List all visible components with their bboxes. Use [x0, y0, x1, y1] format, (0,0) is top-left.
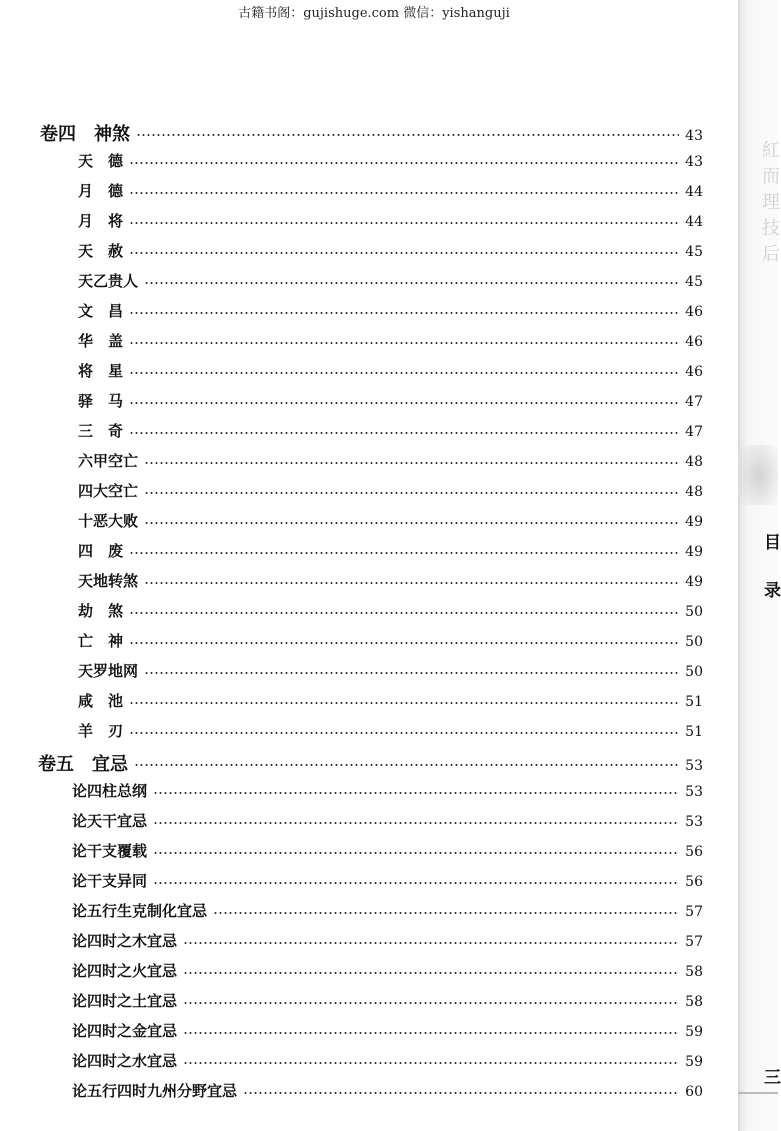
toc-entry-row — [72, 870, 703, 891]
toc-entry-label: 论四时之水宜忌 — [72, 1052, 178, 1070]
toc-entry-row — [78, 420, 703, 441]
bleed-through-char: 紅 — [762, 140, 780, 161]
dot-leader — [144, 492, 679, 494]
toc-entry-row — [78, 150, 703, 171]
toc-entry-label: 四大空亡 — [78, 482, 139, 500]
dot-leader — [129, 612, 679, 614]
toc-entry-label: 论四时之土宜忌 — [72, 992, 178, 1010]
toc-page-number: 57 — [685, 904, 703, 920]
toc-entry-label: 论干支覆载 — [72, 842, 148, 860]
toc-entry-row — [78, 450, 703, 471]
toc-entry-label: 天 德 — [78, 152, 124, 170]
toc-entry-row — [78, 480, 703, 501]
dot-leader — [129, 162, 679, 164]
dot-leader — [129, 372, 679, 374]
bleed-through-char: 技 — [762, 218, 780, 239]
toc-page-number: 44 — [685, 214, 703, 230]
dot-leader — [153, 792, 679, 794]
dot-leader — [129, 252, 679, 254]
dot-leader — [144, 522, 679, 524]
bleed-through-char: 而 — [762, 166, 780, 187]
toc-entry-row — [72, 900, 703, 921]
toc-entry-row — [78, 360, 703, 381]
toc-entry-row — [78, 180, 703, 201]
toc-entry-row — [78, 240, 703, 261]
toc-entry-label: 天 赦 — [78, 242, 124, 260]
bleed-through-char: 理 — [762, 192, 780, 213]
dot-leader — [129, 432, 679, 434]
bleed-through-char: 后 — [762, 244, 780, 265]
toc-entry-row — [78, 330, 703, 351]
toc-page-number: 49 — [685, 574, 703, 590]
toc-page-number: 56 — [685, 844, 703, 860]
toc-entry-label: 驿 马 — [78, 392, 124, 410]
toc-entry-row — [72, 960, 703, 981]
toc-volume-row — [40, 120, 703, 146]
toc-entry-label: 月 将 — [78, 212, 124, 230]
toc-entry-row — [78, 300, 703, 321]
toc-entry-row — [72, 1050, 703, 1071]
toc-entry-row — [78, 210, 703, 231]
fold-divider — [738, 1092, 778, 1094]
toc-entry-label: 亡 神 — [78, 632, 124, 650]
toc-entry-label: 四 废 — [78, 542, 124, 560]
toc-entry-row — [72, 1080, 703, 1101]
toc-entry-label: 论天干宜忌 — [72, 812, 148, 830]
toc-entry-row — [72, 840, 703, 861]
toc-page-number: 43 — [685, 128, 703, 144]
dot-leader — [129, 342, 679, 344]
toc-entry-label: 论五行四时九州分野宜忌 — [72, 1082, 238, 1100]
dot-leader — [213, 912, 679, 914]
toc-page-number: 53 — [685, 814, 703, 830]
toc-entry-row — [72, 810, 703, 831]
dot-leader — [144, 282, 679, 284]
toc-entry-row — [78, 390, 703, 411]
toc-page-number: 44 — [685, 184, 703, 200]
dot-leader — [153, 822, 679, 824]
watermark-text: 古籍书阁：gujishuge.com 微信：yishanguji — [238, 6, 510, 21]
dot-leader — [183, 942, 679, 944]
toc-page-number: 46 — [685, 304, 703, 320]
toc-page-number: 48 — [685, 484, 703, 500]
toc-page-number: 49 — [685, 514, 703, 530]
toc-entry-row — [78, 690, 703, 711]
toc-page-number: 46 — [685, 334, 703, 350]
dot-leader — [136, 134, 679, 136]
toc-page-number: 59 — [685, 1054, 703, 1070]
toc-entry-row — [78, 540, 703, 561]
toc-page-number: 45 — [685, 244, 703, 260]
toc-page-number: 53 — [685, 758, 703, 774]
toc-entry-label: 咸 池 — [78, 692, 124, 710]
toc-entry-label: 论四时之木宜忌 — [72, 932, 178, 950]
dot-leader — [153, 852, 679, 854]
toc-entry-label: 天地转煞 — [78, 572, 139, 590]
toc-entry-label: 华 盖 — [78, 332, 124, 350]
toc-entry-label: 卷四 神煞 — [40, 124, 130, 145]
toc-entry-row — [72, 990, 703, 1011]
toc-entry-label: 论四时之火宜忌 — [72, 962, 178, 980]
toc-entry-label: 论四柱总纲 — [72, 782, 148, 800]
toc-page-number: 58 — [685, 964, 703, 980]
dot-leader — [129, 192, 679, 194]
toc-page-number: 47 — [685, 394, 703, 410]
toc-page-number: 47 — [685, 424, 703, 440]
toc-entry-row — [78, 510, 703, 531]
toc-entry-label: 论四时之金宜忌 — [72, 1022, 178, 1040]
dot-leader — [129, 732, 679, 734]
toc-entry-row — [78, 270, 703, 291]
toc-page-number: 48 — [685, 454, 703, 470]
dot-leader — [144, 672, 679, 674]
toc-page-number: 51 — [685, 694, 703, 710]
toc-page-number: 49 — [685, 544, 703, 560]
toc-entry-label: 劫 煞 — [78, 602, 124, 620]
fold-shadow — [740, 445, 778, 505]
toc-entry-row — [72, 780, 703, 801]
dot-leader — [129, 312, 679, 314]
toc-entry-label: 将 星 — [78, 362, 124, 380]
dot-leader — [144, 582, 679, 584]
toc-entry-label: 论五行生克制化宜忌 — [72, 902, 208, 920]
toc-page-number: 60 — [685, 1084, 703, 1100]
toc-page-number: 56 — [685, 874, 703, 890]
toc-page-number: 57 — [685, 934, 703, 950]
toc-entry-label: 六甲空亡 — [78, 452, 139, 470]
toc-page-number: 50 — [685, 664, 703, 680]
toc-entry-label: 羊 刃 — [78, 722, 124, 740]
toc-page-number: 50 — [685, 604, 703, 620]
toc-page-number: 58 — [685, 994, 703, 1010]
toc-entry-label: 月 德 — [78, 182, 124, 200]
toc-entry-label: 天罗地网 — [78, 662, 139, 680]
side-heading-mu: 目 — [764, 533, 781, 553]
toc-entry-row — [78, 630, 703, 651]
dot-leader — [183, 1062, 679, 1064]
toc-entry-row — [78, 720, 703, 741]
dot-leader — [129, 552, 679, 554]
side-page-number: 三 — [764, 1068, 781, 1088]
toc-entry-row — [78, 570, 703, 591]
toc-entry-row — [78, 600, 703, 621]
toc-page-number: 45 — [685, 274, 703, 290]
dot-leader — [183, 1032, 679, 1034]
toc-entry-label: 文 昌 — [78, 302, 124, 320]
toc-entry-row — [78, 660, 703, 681]
dot-leader — [129, 642, 679, 644]
toc-page-number: 43 — [685, 154, 703, 170]
toc-page-number: 51 — [685, 724, 703, 740]
dot-leader — [243, 1092, 679, 1094]
side-heading-lu: 录 — [764, 581, 781, 601]
dot-leader — [153, 882, 679, 884]
toc-page-number: 46 — [685, 364, 703, 380]
dot-leader — [129, 402, 679, 404]
toc-entry-row — [72, 930, 703, 951]
toc-entry-label: 十恶大败 — [78, 512, 139, 530]
toc-entry-label: 论干支异同 — [72, 872, 148, 890]
toc-entry-row — [72, 1020, 703, 1041]
toc-entry-label: 天乙贵人 — [78, 272, 139, 290]
dot-leader — [183, 972, 679, 974]
dot-leader — [134, 764, 679, 766]
toc-page-number: 53 — [685, 784, 703, 800]
dot-leader — [129, 702, 679, 704]
dot-leader — [144, 462, 679, 464]
toc-page-number: 50 — [685, 634, 703, 650]
toc-entry-label: 卷五 宜忌 — [38, 754, 128, 775]
toc-entry-label: 三 奇 — [78, 422, 124, 440]
toc-page-number: 59 — [685, 1024, 703, 1040]
toc-volume-row — [38, 750, 703, 776]
dot-leader — [129, 222, 679, 224]
dot-leader — [183, 1002, 679, 1004]
